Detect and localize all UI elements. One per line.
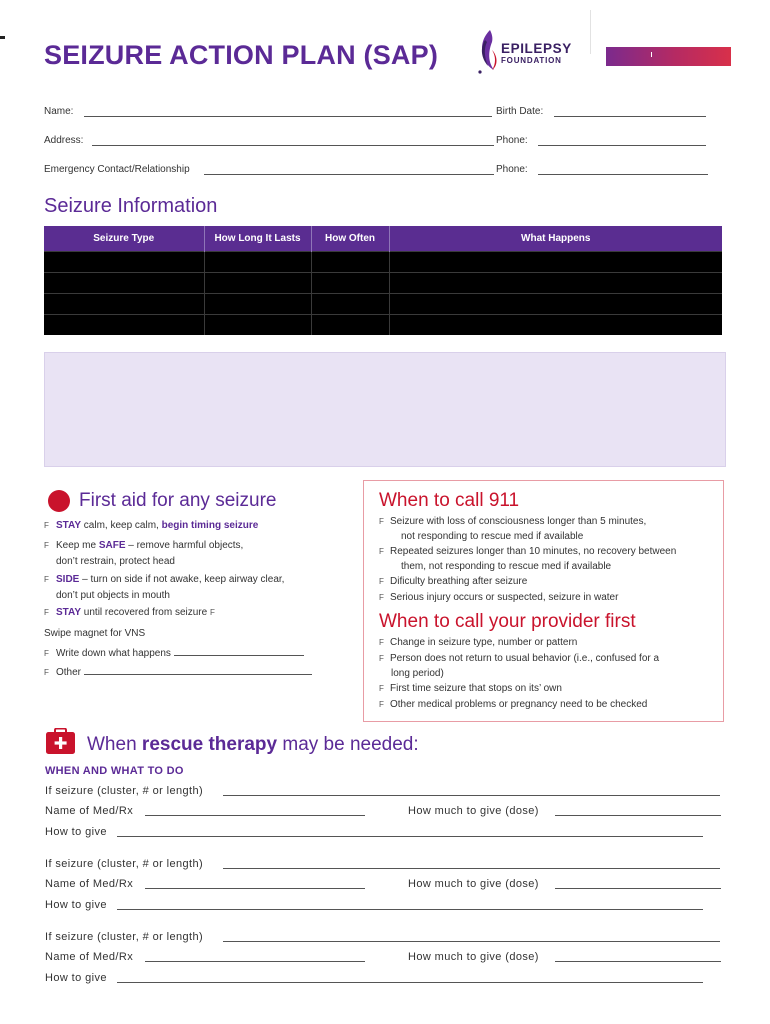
flame-logo-icon bbox=[476, 26, 500, 76]
bullet-glyph: F bbox=[379, 593, 384, 602]
phone-label: Phone: bbox=[496, 135, 528, 146]
first-aid-item-safe bbox=[44, 538, 344, 570]
call-911-item-1 bbox=[379, 514, 709, 544]
rescue-heading-bold: rescue therapy bbox=[141, 734, 278, 755]
stay-word: STAY bbox=[56, 520, 82, 531]
page-title: SEIZURE ACTION PLAN (SAP) bbox=[44, 40, 439, 70]
if-seizure-label: If seizure (cluster, # or length) bbox=[45, 785, 204, 797]
rescue-therapy-heading bbox=[87, 734, 419, 756]
how-to-give-field[interactable] bbox=[117, 836, 703, 837]
call-provider-item-1-line1: Change in seizure type, number or pattern bbox=[390, 637, 578, 648]
if-seizure-field[interactable] bbox=[223, 868, 720, 869]
name-med-label: Name of Med/Rx bbox=[45, 951, 134, 963]
rescue-how-to-give-row-3 bbox=[45, 972, 725, 988]
birth-date-label: Birth Date: bbox=[496, 106, 544, 117]
call-provider-item-1 bbox=[379, 635, 709, 650]
if-seizure-label: If seizure (cluster, # or length) bbox=[45, 931, 204, 943]
rescue-med-row-2 bbox=[45, 878, 725, 894]
bullet-glyph: F bbox=[379, 638, 384, 647]
call-911-item-2-line2: them, not responding to rescue med if available bbox=[401, 561, 612, 572]
how-much-field[interactable] bbox=[555, 815, 721, 816]
call-provider-item-4-line1: Other medical problems or pregnancy need to be checked bbox=[390, 699, 648, 710]
bullet-glyph: F bbox=[379, 700, 384, 709]
side-word: SIDE bbox=[56, 574, 80, 585]
table-cell[interactable] bbox=[389, 273, 722, 294]
how-much-field[interactable] bbox=[555, 888, 721, 889]
side-text-2: don’t put objects in mouth bbox=[56, 590, 170, 601]
table-cell[interactable] bbox=[389, 315, 722, 336]
keep-me-text: Keep me bbox=[56, 540, 99, 551]
rescue-how-to-give-row-1 bbox=[45, 826, 725, 842]
emergency-row bbox=[44, 164, 714, 180]
bullet-glyph: F bbox=[44, 668, 49, 677]
first-aid-heading: First aid for any seizure bbox=[79, 490, 277, 511]
vns-text: Swipe magnet for VNS bbox=[44, 628, 146, 639]
rescue-med-row-1 bbox=[45, 805, 725, 821]
table-row bbox=[44, 294, 722, 315]
notes-box[interactable] bbox=[44, 352, 726, 467]
first-aid-item-write-down bbox=[44, 646, 344, 662]
rescue-med-row-3 bbox=[45, 951, 725, 967]
name-med-field[interactable] bbox=[145, 888, 365, 889]
address-field[interactable] bbox=[92, 145, 494, 146]
table-cell[interactable] bbox=[311, 273, 389, 294]
table-cell[interactable] bbox=[44, 294, 204, 315]
name-med-label: Name of Med/Rx bbox=[45, 878, 134, 890]
table-row bbox=[44, 252, 722, 273]
table-row bbox=[44, 273, 722, 294]
seizure-info-table bbox=[44, 226, 722, 335]
bullet-glyph: F bbox=[209, 608, 215, 617]
rescue-if-seizure-row-1 bbox=[45, 785, 725, 801]
how-much-field[interactable] bbox=[555, 961, 721, 962]
rescue-if-seizure-row-3 bbox=[45, 931, 725, 947]
table-cell[interactable] bbox=[204, 315, 311, 336]
call-provider-item-3-line1: First time seizure that stops on its’ own bbox=[390, 683, 562, 694]
banner-tick bbox=[651, 52, 652, 57]
bullet-glyph: F bbox=[44, 649, 49, 658]
address-label: Address: bbox=[44, 135, 84, 146]
rescue-how-to-give-row-2 bbox=[45, 899, 725, 915]
begin-timing-text: begin timing seizure bbox=[161, 520, 259, 531]
name-field[interactable] bbox=[84, 116, 492, 117]
call-911-item-1-line1: Seizure with loss of consciousness longer than 5 minutes, bbox=[390, 516, 647, 527]
call-911-item-4-line1: Serious injury occurs or suspected, seizure in water bbox=[390, 592, 619, 603]
table-cell[interactable] bbox=[44, 273, 204, 294]
if-seizure-label: If seizure (cluster, # or length) bbox=[45, 858, 204, 870]
how-to-give-field[interactable] bbox=[117, 909, 703, 910]
name-med-field[interactable] bbox=[145, 815, 365, 816]
call-911-item-1-line2: not responding to rescue med if available bbox=[401, 531, 584, 542]
safe-text: – remove harmful objects, bbox=[125, 540, 244, 551]
table-cell[interactable] bbox=[311, 294, 389, 315]
bullet-glyph: F bbox=[44, 541, 49, 550]
address-row bbox=[44, 135, 714, 151]
red-dot-icon bbox=[48, 490, 70, 512]
when-what-subheading: WHEN AND WHAT TO DO bbox=[45, 765, 184, 777]
table-cell[interactable] bbox=[204, 252, 311, 273]
how-much-label: How much to give (dose) bbox=[408, 951, 539, 963]
seizure-info-heading: Seizure Information bbox=[44, 195, 218, 217]
table-cell[interactable] bbox=[389, 294, 722, 315]
table-cell[interactable] bbox=[311, 252, 389, 273]
bullet-glyph: F bbox=[44, 521, 49, 530]
bullet-glyph: F bbox=[379, 577, 384, 586]
call-911-heading: When to call 911 bbox=[379, 490, 520, 511]
first-aid-item-vns bbox=[44, 626, 344, 642]
write-down-text: Write down what happens bbox=[56, 648, 174, 659]
call-provider-item-4 bbox=[379, 697, 709, 712]
table-cell[interactable] bbox=[44, 315, 204, 336]
header-divider bbox=[590, 10, 591, 54]
emergency-phone-label: Phone: bbox=[496, 164, 528, 175]
table-row bbox=[44, 315, 722, 336]
table-cell[interactable] bbox=[204, 273, 311, 294]
bullet-glyph: F bbox=[379, 517, 384, 526]
call-911-item-2-line1: Repeated seizures longer than 10 minutes, no recovery between bbox=[390, 546, 677, 557]
how-much-label: How much to give (dose) bbox=[408, 805, 539, 817]
safe-text-2: don’t restrain, protect head bbox=[56, 556, 175, 567]
col-what-happens: What Happens bbox=[389, 226, 722, 252]
rescue-heading-pre: When bbox=[87, 734, 142, 755]
first-aid-kit-icon bbox=[46, 728, 75, 754]
how-to-give-label: How to give bbox=[45, 972, 107, 984]
rescue-heading-post: may be needed: bbox=[277, 734, 419, 755]
emergency-phone-field[interactable] bbox=[538, 174, 708, 175]
first-aid-item-other bbox=[44, 665, 344, 681]
if-seizure-field[interactable] bbox=[223, 795, 720, 796]
corner-mark bbox=[0, 36, 5, 39]
first-aid-item-stay bbox=[44, 518, 344, 534]
name-med-label: Name of Med/Rx bbox=[45, 805, 134, 817]
call-provider-item-2 bbox=[379, 651, 709, 681]
first-aid-item-side bbox=[44, 572, 344, 604]
call-911-item-4 bbox=[379, 590, 709, 605]
stay2-word: STAY bbox=[56, 607, 82, 618]
how-to-give-field[interactable] bbox=[117, 982, 703, 983]
side-text: – turn on side if not awake, keep airway clear, bbox=[79, 574, 285, 585]
logo-word-epilepsy: EPILEPSY bbox=[501, 41, 572, 56]
phone-field[interactable] bbox=[538, 145, 706, 146]
header-banner bbox=[606, 47, 731, 66]
table-cell[interactable] bbox=[311, 315, 389, 336]
col-how-often: How Often bbox=[311, 226, 389, 252]
how-to-give-label: How to give bbox=[45, 899, 107, 911]
call-provider-item-3 bbox=[379, 681, 709, 696]
call-provider-item-2-line2: long period) bbox=[391, 668, 444, 679]
table-cell[interactable] bbox=[44, 252, 204, 273]
table-cell[interactable] bbox=[204, 294, 311, 315]
bullet-glyph: F bbox=[44, 575, 49, 584]
rescue-if-seizure-row-2 bbox=[45, 858, 725, 874]
how-to-give-label: How to give bbox=[45, 826, 107, 838]
epilepsy-foundation-logo bbox=[476, 26, 586, 76]
birth-date-field[interactable] bbox=[554, 116, 706, 117]
emergency-contact-label: Emergency Contact/Relationship bbox=[44, 164, 190, 175]
bullet-glyph: F bbox=[379, 547, 384, 556]
how-much-label: How much to give (dose) bbox=[408, 878, 539, 890]
bullet-glyph: F bbox=[44, 608, 49, 617]
name-row bbox=[44, 106, 714, 122]
call-provider-item-2-line1: Person does not return to usual behavior (i.e., confused for a bbox=[390, 653, 660, 664]
logo-word-foundation: FOUNDATION bbox=[501, 56, 562, 65]
name-med-field[interactable] bbox=[145, 961, 365, 962]
call-911-item-2 bbox=[379, 544, 709, 574]
other-field[interactable] bbox=[84, 665, 312, 675]
table-cell[interactable] bbox=[389, 252, 722, 273]
name-label: Name: bbox=[44, 106, 74, 117]
bullet-glyph: F bbox=[379, 684, 384, 693]
bullet-glyph: F bbox=[379, 654, 384, 663]
safe-word: SAFE bbox=[98, 540, 126, 551]
call-911-item-3-line1: Dificulty breathing after seizure bbox=[390, 576, 528, 587]
stay2-text: until recovered from seizure bbox=[81, 607, 210, 618]
stay-text: calm, keep calm, bbox=[81, 520, 162, 531]
col-seizure-type: Seizure Type bbox=[44, 226, 204, 252]
if-seizure-field[interactable] bbox=[223, 941, 720, 942]
first-aid-item-stay-until bbox=[44, 605, 344, 621]
col-how-long: How Long It Lasts bbox=[204, 226, 311, 252]
other-text: Other bbox=[56, 667, 84, 678]
write-down-field[interactable] bbox=[174, 646, 304, 656]
emergency-contact-field[interactable] bbox=[204, 174, 494, 175]
call-911-item-3 bbox=[379, 574, 709, 589]
call-provider-heading: When to call your provider first bbox=[379, 611, 636, 632]
